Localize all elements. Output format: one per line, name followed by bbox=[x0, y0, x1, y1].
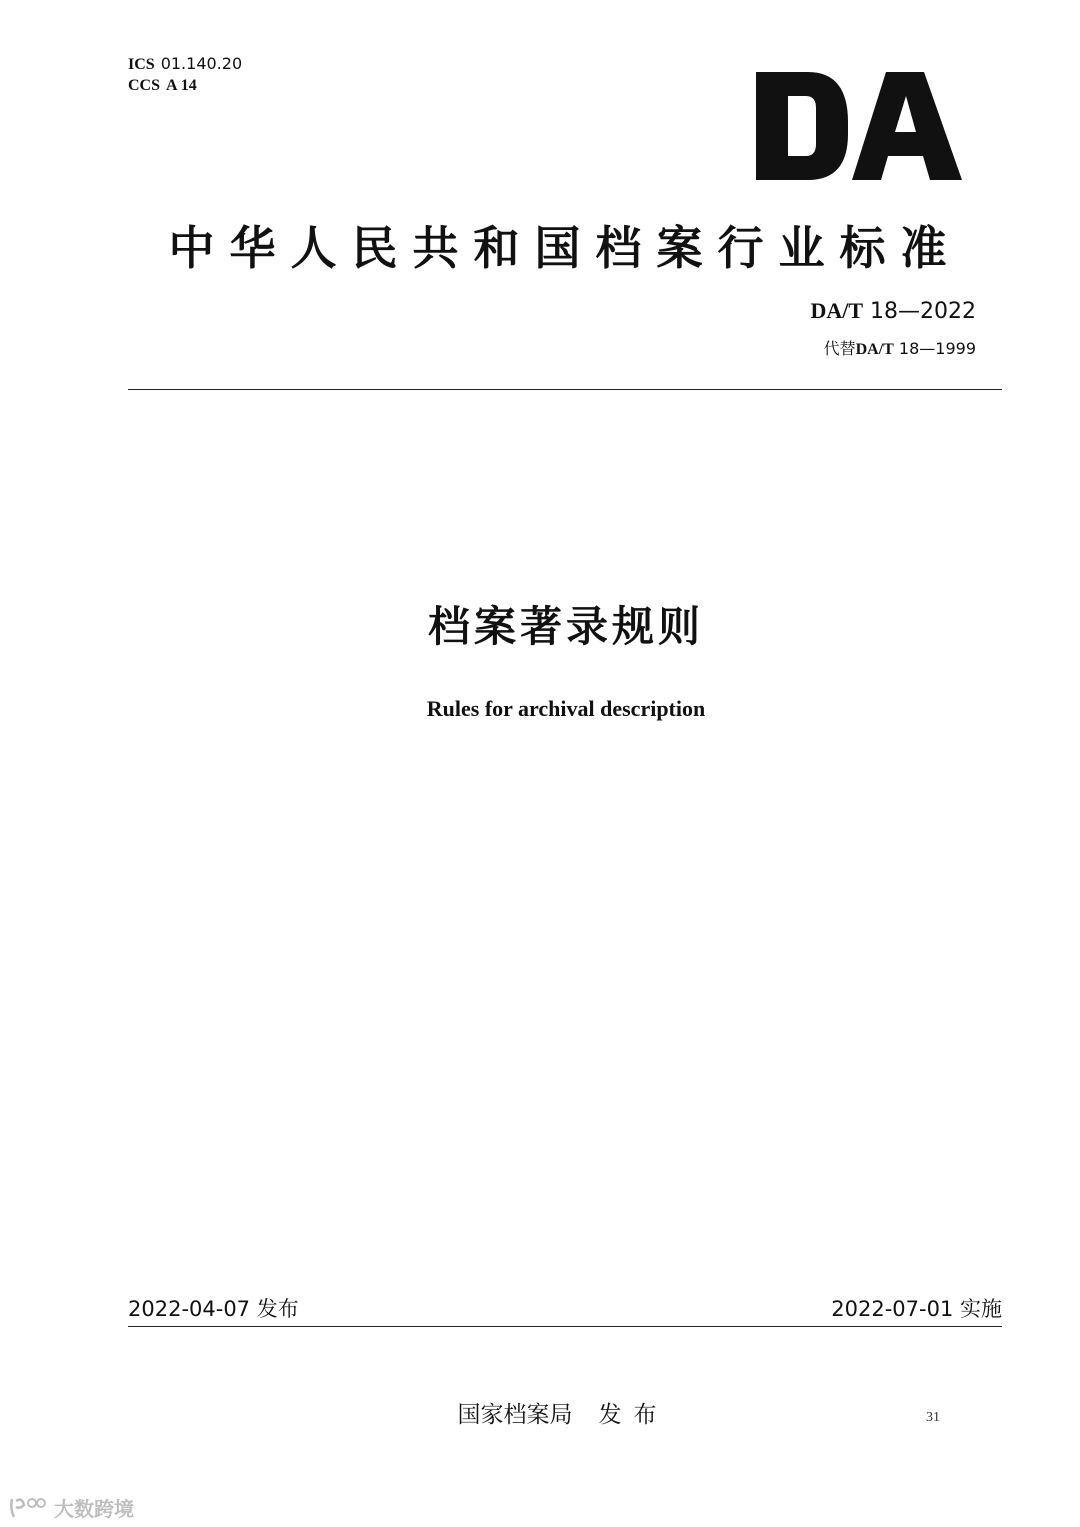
implementation-date bbox=[831, 1293, 1002, 1323]
replaces-label: 代替 bbox=[823, 339, 856, 358]
ics-value: 01.140.20 bbox=[160, 54, 243, 73]
replaces-prefix: DA/T bbox=[855, 341, 894, 358]
standard-number-prefix: DA/T bbox=[810, 298, 864, 323]
implementation-date-value: 2022-07-01 bbox=[831, 1297, 954, 1321]
standard-number bbox=[810, 298, 976, 324]
document-title-chinese: 档案著录规则 bbox=[427, 602, 704, 651]
ccs-label: CCS bbox=[128, 77, 161, 94]
issue-date bbox=[128, 1293, 299, 1323]
document-title-english: Rules for archival description bbox=[426, 696, 706, 721]
page-number: 31 bbox=[926, 1410, 940, 1425]
standard-title: 中华人民共和国档案行业标准 bbox=[168, 221, 962, 275]
watermark-text: 大数跨境 bbox=[54, 1497, 134, 1521]
replaces-standard bbox=[824, 336, 976, 359]
implementation-date-label: 实施 bbox=[960, 1297, 1002, 1321]
header-divider bbox=[128, 389, 1002, 390]
standard-number-value: 18—2022 bbox=[870, 299, 976, 324]
publisher-label: 发布 bbox=[598, 1402, 669, 1428]
footer-divider bbox=[128, 1326, 1002, 1327]
issue-date-label: 发布 bbox=[256, 1297, 299, 1321]
watermark-logo-icon bbox=[8, 1495, 48, 1521]
watermark bbox=[8, 1493, 134, 1522]
ccs-value: A 14 bbox=[166, 77, 197, 94]
da-logo bbox=[752, 58, 967, 183]
ics-code bbox=[128, 54, 248, 75]
publisher bbox=[0, 1396, 1080, 1429]
replaces-value: 18—1999 bbox=[898, 339, 976, 358]
classification-codes bbox=[128, 54, 248, 96]
ccs-code bbox=[128, 75, 248, 96]
publisher-name: 国家档案局 bbox=[457, 1402, 573, 1428]
logo-text: DA bbox=[752, 58, 754, 59]
issue-date-value: 2022-04-07 bbox=[128, 1297, 251, 1321]
ics-label: ICS bbox=[128, 56, 155, 73]
